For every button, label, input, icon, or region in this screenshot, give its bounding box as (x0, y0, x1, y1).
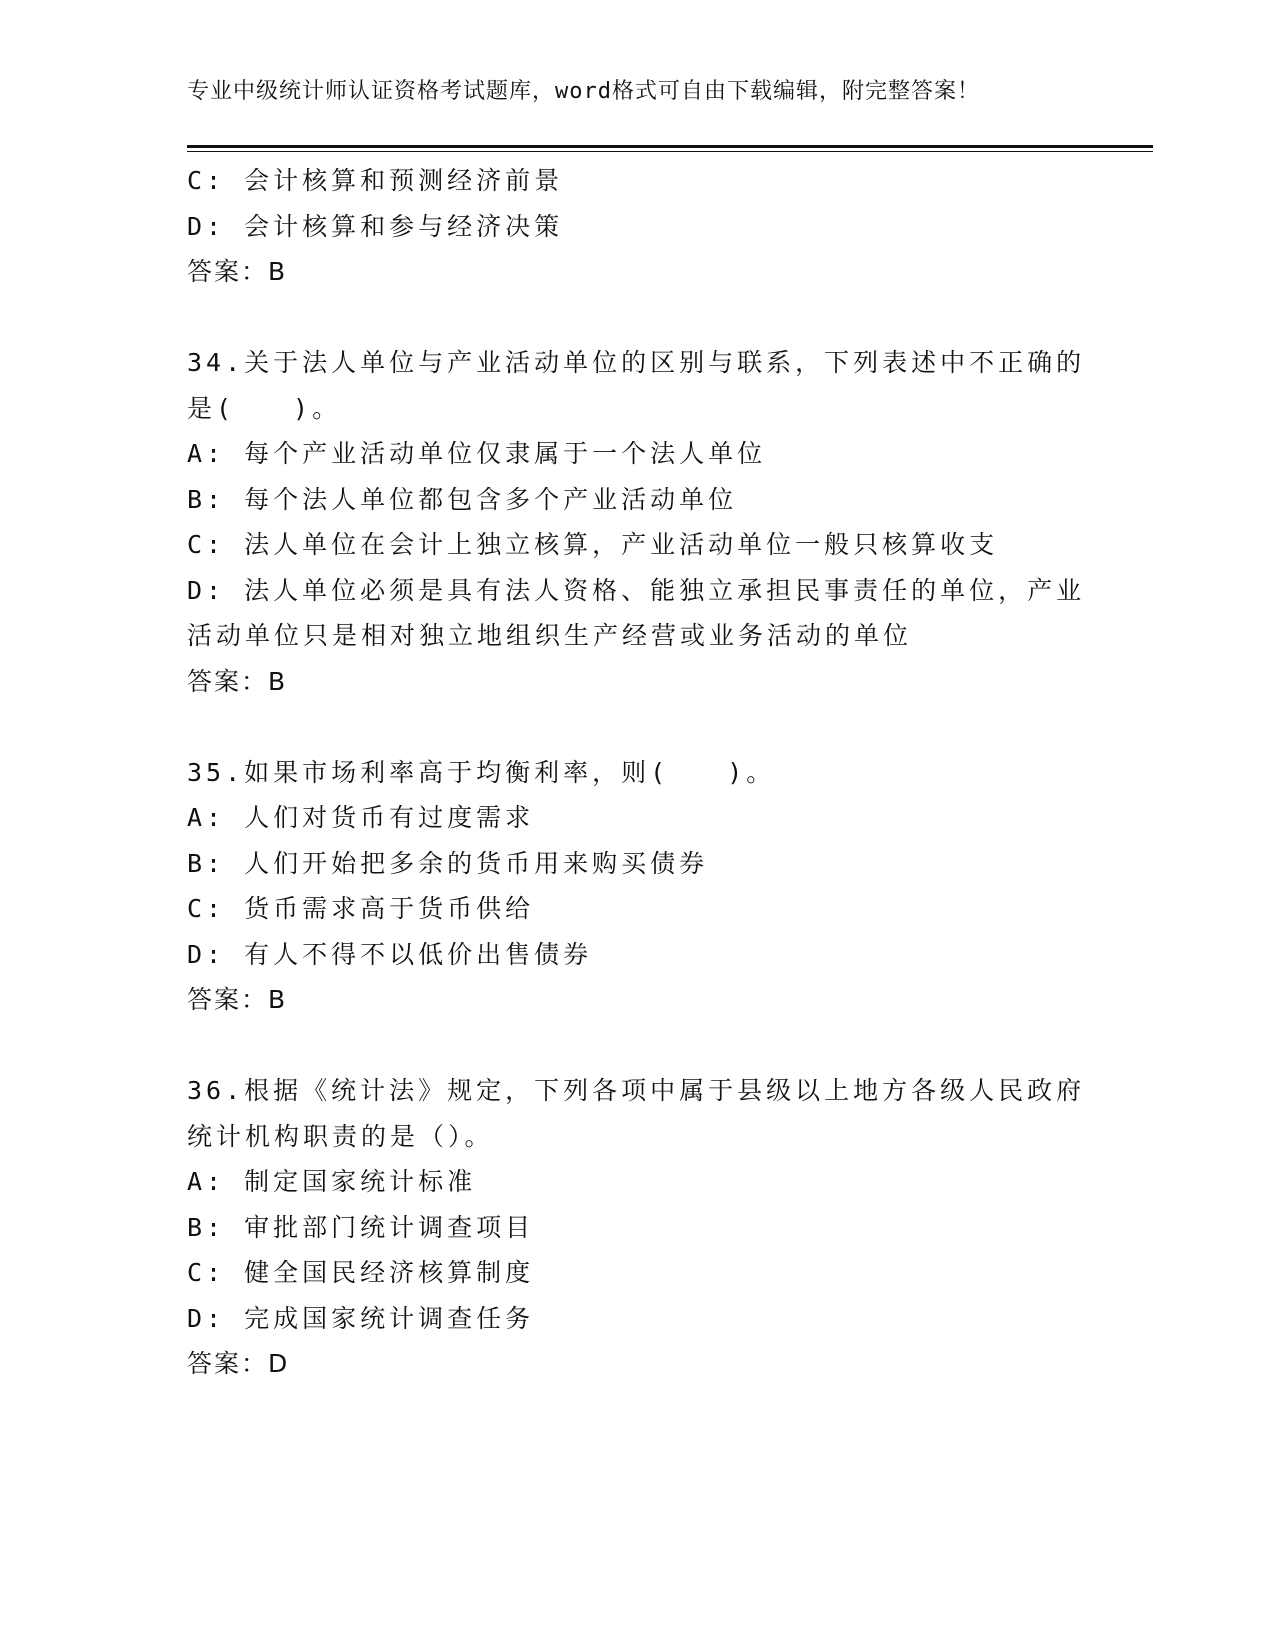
option-c: C: 法人单位在会计上独立核算，产业活动单位一般只核算收支 (187, 530, 999, 559)
option-d: D: 有人不得不以低价出售债券 (187, 939, 593, 969)
header-rule-thick (187, 145, 1153, 148)
question-34 (187, 340, 1087, 704)
question-text: 统计机构职责的是（）。 (187, 1121, 494, 1151)
option-a: A: 每个产业活动单位仅隶属于一个法人单位 (187, 439, 767, 468)
option-d: D: 完成国家统计调查任务 (187, 1303, 535, 1333)
option-b: B: 每个法人单位都包含多个产业活动单位 (187, 484, 738, 514)
spacer (187, 704, 1087, 750)
answer-line: 答案：B (187, 985, 288, 1014)
question-35 (187, 750, 1087, 1023)
question-text: 34.关于法人单位与产业活动单位的区别与联系，下列表述中不正确的 (187, 348, 1086, 377)
answer-line: 答案：B (187, 257, 288, 286)
question-33-continuation (187, 158, 1087, 295)
question-text: 是( )。 (187, 393, 342, 423)
question-36 (187, 1068, 1087, 1387)
option-a: A: 制定国家统计标准 (187, 1167, 477, 1196)
option-b: B: 审批部门统计调查项目 (187, 1212, 535, 1242)
question-text: 36.根据《统计法》规定，下列各项中属于县级以上地方各级人民政府 (187, 1076, 1086, 1105)
answer-line: 答案：B (187, 666, 288, 696)
option-b: B: 人们开始把多余的货币用来购买债券 (187, 848, 709, 878)
option-a: A: 人们对货币有过度需求 (187, 803, 535, 832)
spacer (187, 295, 1087, 341)
option-c: C: 货币需求高于货币供给 (187, 894, 535, 923)
question-text: 35.如果市场利率高于均衡利率，则( )。 (187, 757, 776, 787)
spacer (187, 1023, 1087, 1069)
option-d-continued: 活动单位只是相对独立地组织生产经营或业务活动的单位 (187, 621, 913, 650)
option-d: D: 会计核算和参与经济决策 (187, 211, 564, 241)
page-header: 专业中级统计师认证资格考试题库，word格式可自由下载编辑，附完整答案！ (187, 79, 980, 104)
question-list (187, 158, 1087, 1387)
header-rule-thin (187, 151, 1153, 152)
option-c: C: 会计核算和预测经济前景 (187, 166, 564, 195)
option-d: D: 法人单位必须是具有法人资格、能独立承担民事责任的单位，产业 (187, 575, 1086, 605)
option-c: C: 健全国民经济核算制度 (187, 1258, 535, 1287)
answer-line: 答案：D (187, 1349, 290, 1378)
